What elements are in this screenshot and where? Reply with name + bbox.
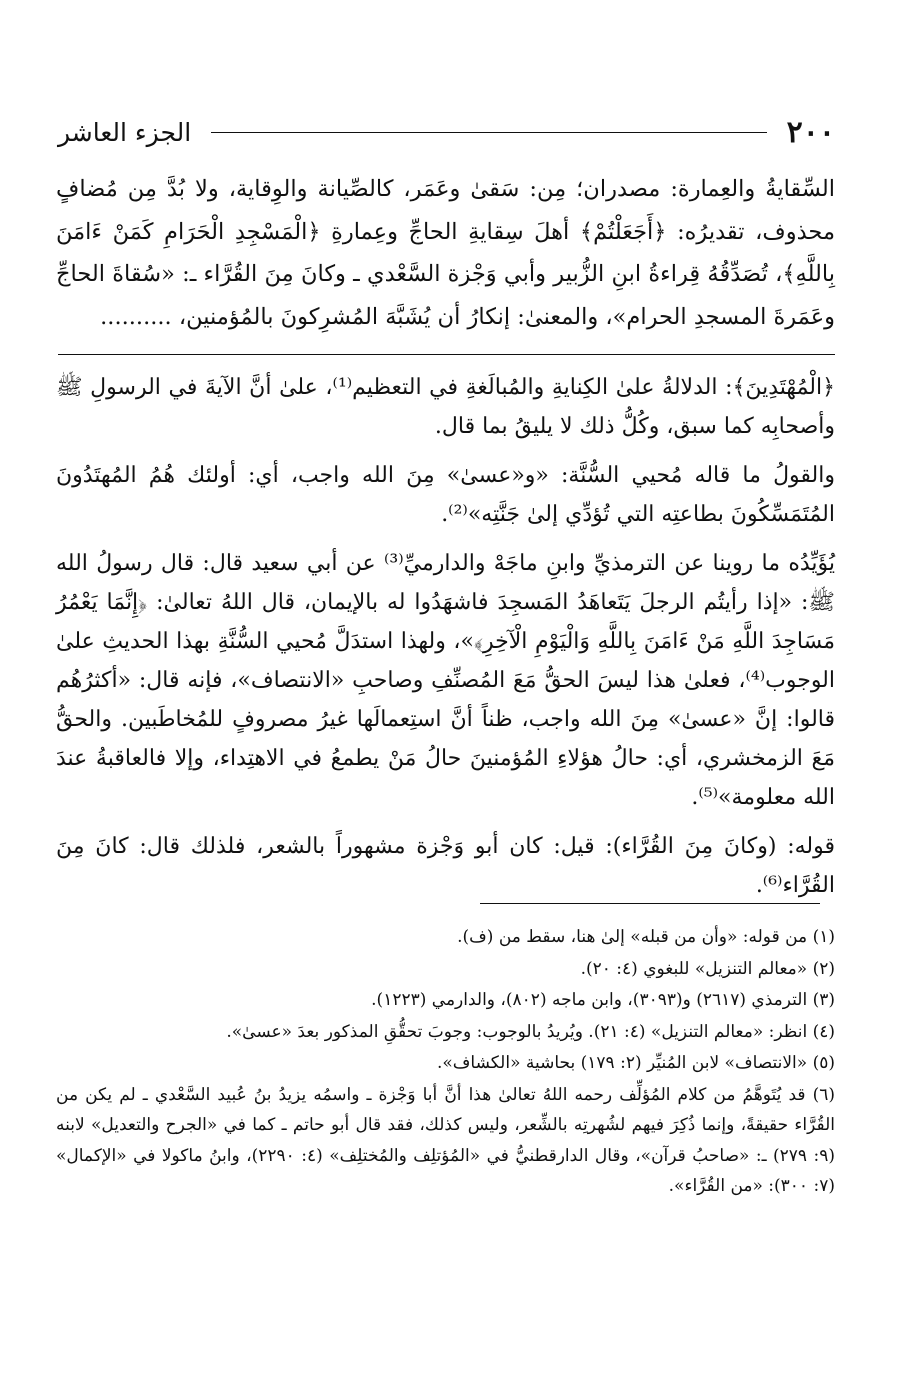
commentary-paragraph-2: والقولُ ما قاله مُحيي السُّنَّة: «و«عسىٰ» مِنَ الله واجب، أي: أولئك هُمُ المُهتَدُونَ المُتَمَسِّكُونَ بطاعتِه التي تُؤدِّي إلىٰ جَنَّتِه»⁽²⁾. [56, 463, 835, 527]
page-header [58, 112, 835, 152]
section-separator-rule [58, 354, 835, 355]
page-number: ٢٠٠ [786, 114, 835, 150]
commentary-paragraph-4: قوله: (وكانَ مِنَ القُرَّاء): قيل: كان أبو وَجْزة مشهوراً بالشعر، فلذلك قال: كانَ مِنَ القُرَّاء⁽⁶⁾. [56, 834, 835, 898]
commentary-paragraph-3: يُؤَيِّدُه ما روينا عن الترمذيِّ وابنِ ماجَهْ والدارميِّ⁽³⁾ عن أبي سعيد قال: قال رسولُ الله ﷺ: «إذا رأيتُم الرجلَ يَتَعاهَدُ المَسجِدَ فاشهَدُوا له بالإيمان، قال اللهُ تعالىٰ: ﴿إِنَّمَا يَعْمُرُ مَسَاجِدَ اللَّهِ مَنْ ءَامَنَ بِاللَّهِ وَالْيَوْمِ الْآخِرِ﴾»، ولهذا استدَلَّ مُحيي السُّنَّةِ بهذا الحديثِ علىٰ الوجوب⁽⁴⁾، فعلىٰ هذا ليسَ الحقُّ مَعَ المُصنِّفِ وصاحبِ «الانتصاف»، فإنه قال: «أكثرُهُم قالوا: إنَّ «عسىٰ» مِنَ الله واجب، ظناً أنَّ استِعمالَها غيرُ مصروفٍ للمُخاطَبين. والحقُّ مَعَ الزمخشري، أي: حالُ هؤلاءِ المُؤمنينَ حالُ مَنْ يطمعُ في الاهتِداء، وإلا فالعاقبةُ عندَ الله معلومة»⁽⁵⁾. [56, 551, 836, 810]
header-rule [211, 132, 766, 133]
footnote-5: (٥) «الانتصاف» لابن المُنيِّر (٢: ١٧٩) بحاشية «الكشاف». [437, 1053, 835, 1073]
footnote-3: (٣) الترمذي (٢٦١٧) و(٣٠٩٣)، وابن ماجه (٨٠٢)، والدارمي (١٢٢٣). [371, 990, 835, 1010]
quoted-matn-text: السِّقايةُ والعِمارة: مصدران؛ مِن: سَقىٰ وعَمَر، كالصِّيانة والوِقاية، ولا بُدَّ مِن مُضافٍ محذوف، تقديرُه: ﴿أَجَعَلْتُمْ﴾ أهلَ سِقايةِ الحاجِّ وعِمارةِ ﴿الْمَسْجِدِ الْحَرَامِ كَمَنْ ءَامَنَ بِاللَّهِ﴾، تُصَدِّقُهُ قِراءةُ ابنِ الزُّبير وأبي وَجْزة السَّعْدي ـ وكانَ مِنَ القُرَّاء ـ: «سُقاةَ الحاجِّ وعَمَرةَ المسجدِ الحرام»، والمعنىٰ: إنكارُ أن يُشَبَّهَ المُشرِكونَ بالمُؤمنين، .......... [56, 176, 835, 330]
running-title: الجزء العاشر [58, 117, 192, 147]
footnotes-section [56, 922, 835, 1203]
footnote-2: (٢) «معالم التنزيل» للبغوي (٤: ٢٠). [580, 958, 835, 979]
commentary-section [56, 368, 835, 915]
commentary-paragraph-1: ﴿الْمُهْتَدِينَ﴾: الدلالةُ علىٰ الكِنايةِ والمُبالَغةِ في التعظيم⁽¹⁾، علىٰ أنَّ الآيةَ في الرسولِ ﷺ وأصحابِه كما سبق، وكُلُّ ذلك لا يليقُ بما قال. [56, 375, 835, 439]
footnote-4: (٤) انظر: «معالم التنزيل» (٤: ٢١). ويُريدُ بالوجوب: وجوبَ تحقُّقِ المذكور بعدَ «عسىٰ». [226, 1021, 835, 1042]
footnote-6: (٦) قد يُتَوهَّمُ من كلام المُؤلِّف رحمه اللهُ تعالىٰ هذا أنَّ أبا وَجْزة ـ واسمُه يزيدُ بنُ عُبيد السَّعْدي ـ لم يكن من القُرَّاء حقيقةً، وإنما ذُكِرَ فيهم لشُهرتِه بالشِّعر، وليس كذلك، فقد قال أبو حاتم ـ كما في «الجرح والتعديل» لابنه (٩: ٢٧٩) ـ: «صاحبُ قرآن»، وقال الدارقطنيُّ في «المُؤتلِف والمُختلِف» (٤: ٢٢٩٠)، وابنُ ماكولا في «الإكمال» (٧: ٣٠٠): «من القُرَّاء». [56, 1084, 835, 1196]
footnote-1: (١) من قوله: «وأن من قبله» إلىٰ هنا، سقط من (ف). [457, 927, 835, 947]
footnote-separator-rule [480, 903, 820, 904]
